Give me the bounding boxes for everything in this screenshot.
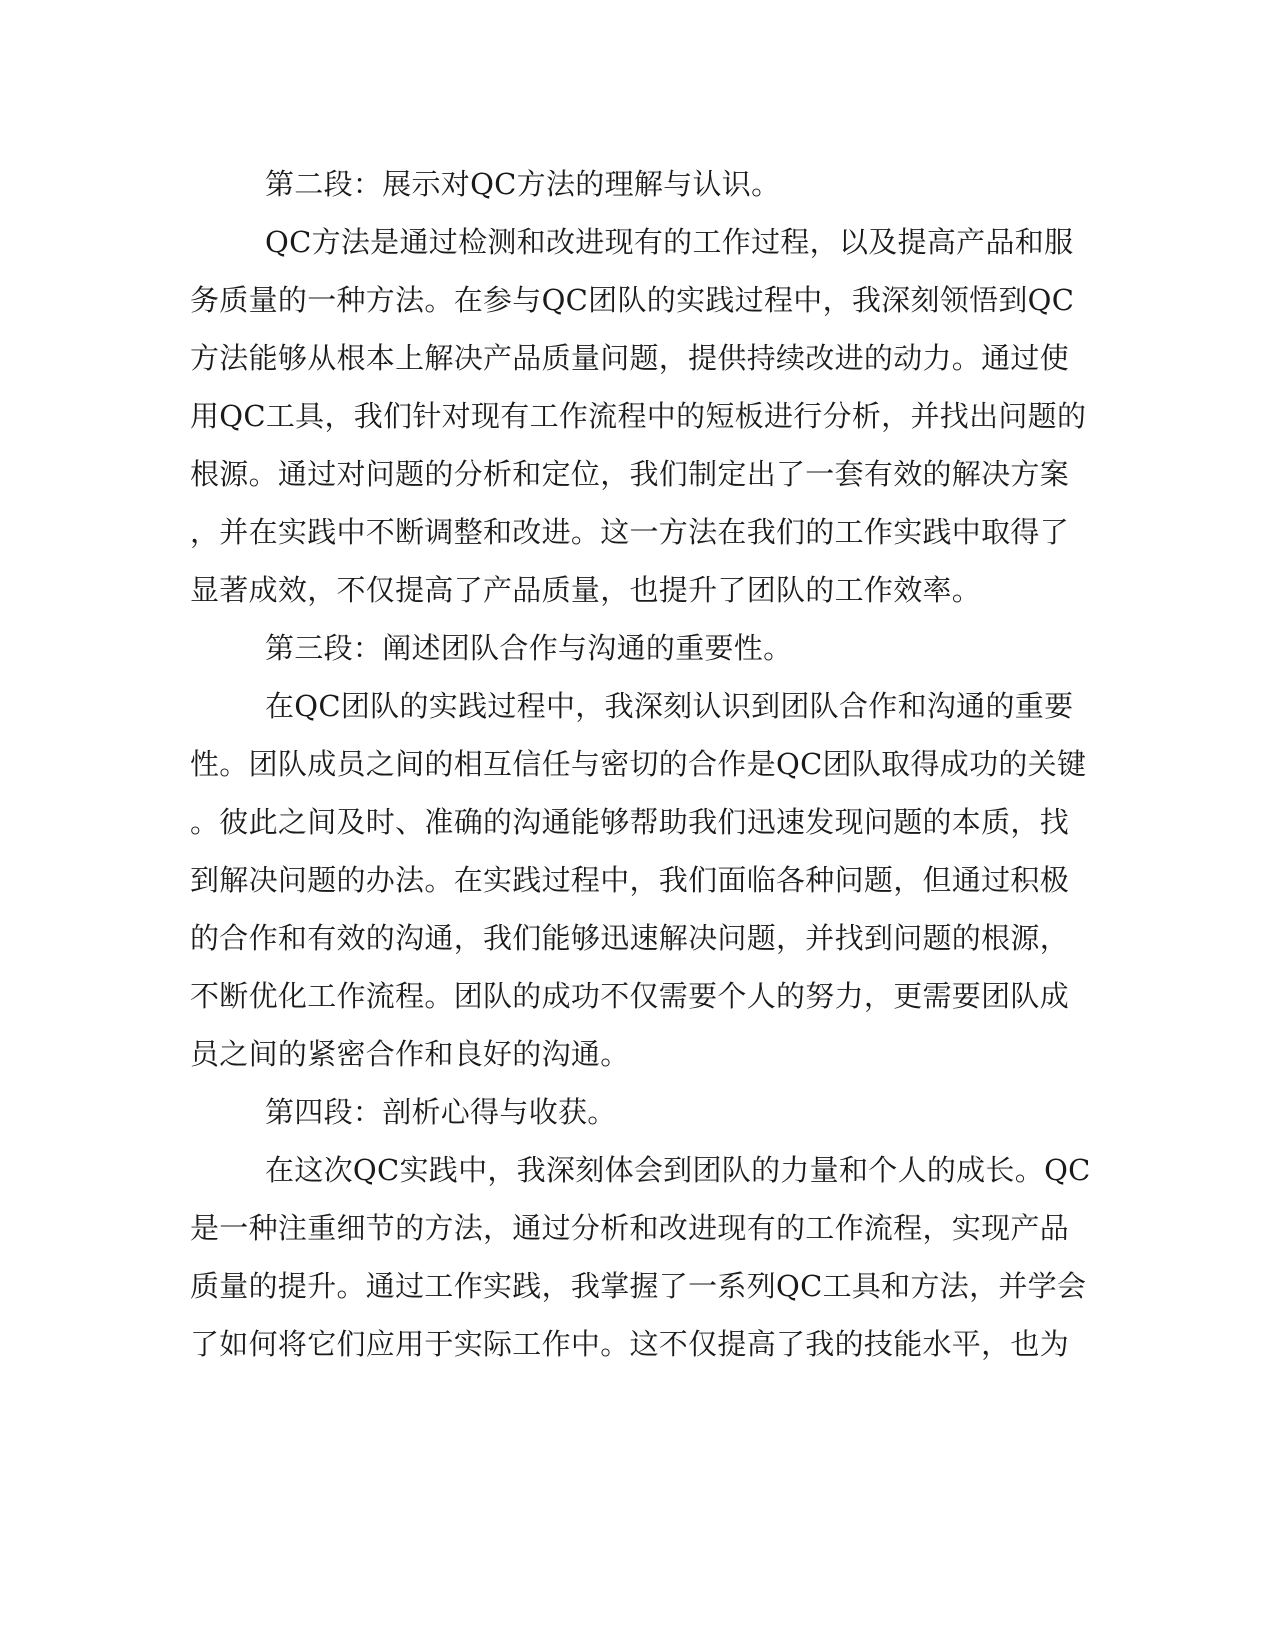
paragraph-line: 在QC团队的实践过程中，我深刻认识到团队合作和沟通的重要 [265, 689, 1074, 723]
paragraph-line: ，并在实践中不断调整和改进。这一方法在我们的工作实践中取得了 [190, 515, 1070, 549]
paragraph-line: 到解决问题的办法。在实践过程中，我们面临各种问题，但通过积极 [190, 863, 1070, 897]
paragraph-line: 。彼此之间及时、准确的沟通能够帮助我们迅速发现问题的本质，找 [190, 805, 1070, 839]
paragraph-line: 务质量的一种方法。在参与QC团队的实践过程中，我深刻领悟到QC [190, 283, 1075, 317]
paragraph-line: 不断优化工作流程。团队的成功不仅需要个人的努力，更需要团队成 [190, 979, 1070, 1013]
heading-section-2: 第二段：展示对QC方法的理解与认识。 [265, 167, 781, 201]
heading-section-3: 第三段：阐述团队合作与沟通的重要性。 [265, 631, 793, 665]
paragraph-line: 员之间的紧密合作和良好的沟通。 [190, 1037, 630, 1071]
heading-section-4: 第四段：剖析心得与收获。 [265, 1095, 617, 1129]
paragraph-line: QC方法是通过检测和改进现有的工作过程，以及提高产品和服 [265, 225, 1074, 259]
paragraph-line: 方法能够从根本上解决产品质量问题，提供持续改进的动力。通过使 [190, 341, 1070, 375]
paragraph-line: 用QC工具，我们针对现有工作流程中的短板进行分析，并找出问题的 [190, 399, 1087, 433]
paragraph-line: 的合作和有效的沟通，我们能够迅速解决问题，并找到问题的根源， [190, 921, 1070, 955]
paragraph-line: 显著成效，不仅提高了产品质量，也提升了团队的工作效率。 [190, 573, 982, 607]
paragraph-line: 根源。通过对问题的分析和定位，我们制定出了一套有效的解决方案 [190, 457, 1070, 491]
paragraph-line: 是一种注重细节的方法，通过分析和改进现有的工作流程，实现产品 [190, 1211, 1070, 1245]
paragraph-line: 在这次QC实践中，我深刻体会到团队的力量和个人的成长。QC [265, 1153, 1091, 1187]
paragraph-line: 了如何将它们应用于实际工作中。这不仅提高了我的技能水平，也为 [190, 1327, 1070, 1361]
paragraph-line: 质量的提升。通过工作实践，我掌握了一系列QC工具和方法，并学会 [190, 1269, 1087, 1303]
paragraph-line: 性。团队成员之间的相互信任与密切的合作是QC团队取得成功的关键 [190, 747, 1087, 781]
